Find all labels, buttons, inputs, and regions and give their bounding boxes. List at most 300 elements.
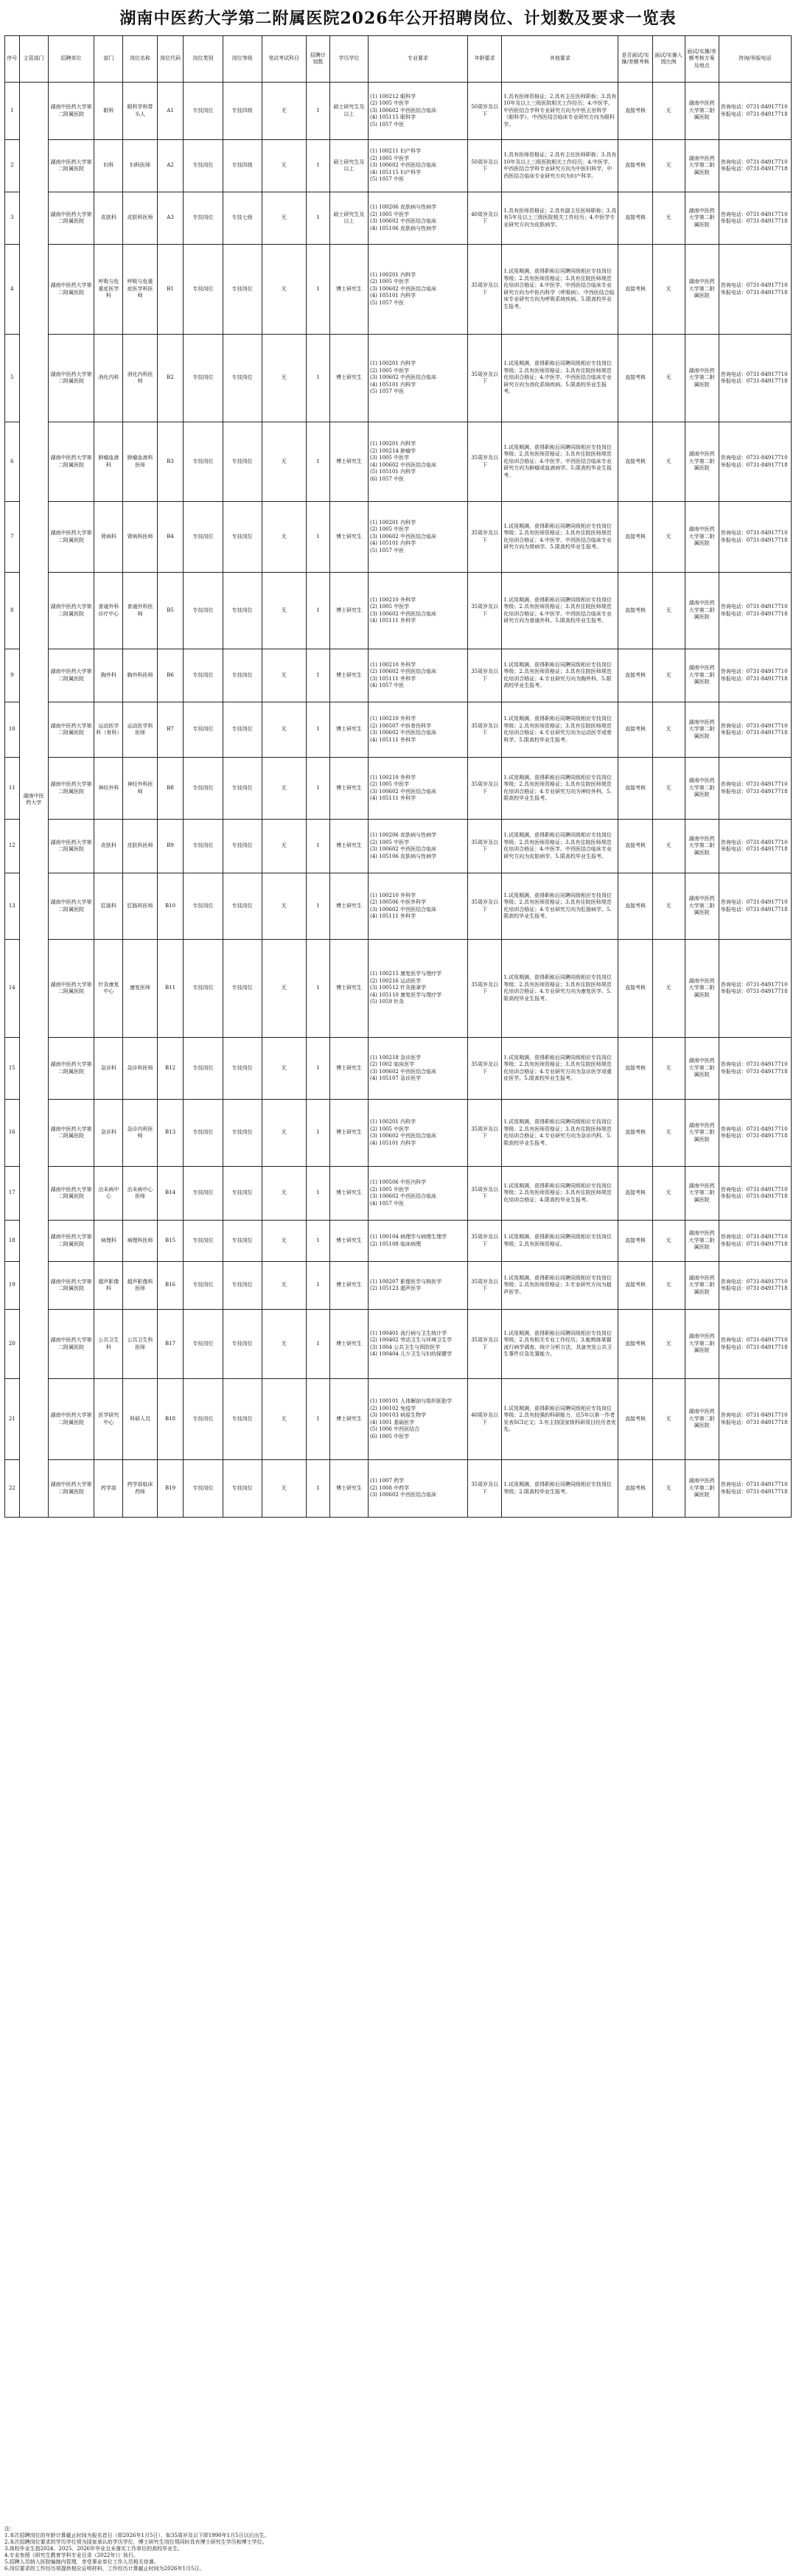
row-number: 18 bbox=[5, 1221, 20, 1262]
table-row bbox=[5, 245, 792, 335]
column-header: 主管部门 bbox=[19, 36, 48, 83]
major-line: (5) 1057 中医 bbox=[370, 299, 405, 306]
exam-subject-cell: 无 bbox=[262, 1038, 306, 1100]
major-line: (4) 1057 中医 bbox=[370, 683, 405, 688]
column-header: 其他要求 bbox=[502, 36, 618, 83]
department-cell: 呼吸与危重症医学科 bbox=[94, 245, 123, 335]
interview-ratio-cell: 无 bbox=[652, 758, 685, 820]
post-name-cell: 肛肠科医师 bbox=[123, 873, 157, 940]
interview-type-cell: 直接考核 bbox=[618, 1038, 652, 1100]
major-line: (2) 1005 中医学 bbox=[370, 211, 410, 217]
post-category-cell: 专技岗位 bbox=[184, 1221, 223, 1262]
assessment-plan-cell: 湖南中医药大学第二附属医院 bbox=[685, 649, 719, 702]
major-line: (4) 1001 基础医学 bbox=[370, 1419, 415, 1425]
hiring-unit-cell: 湖南中医药大学第二附属医院 bbox=[48, 422, 94, 502]
table-row bbox=[5, 1100, 792, 1167]
major-line: (1) 100210 外科学 bbox=[370, 774, 416, 781]
education-cell: 博士研究生 bbox=[330, 649, 369, 702]
table-row bbox=[5, 573, 792, 649]
major-line: (4) 105111 外科学 bbox=[370, 736, 416, 743]
post-name-cell: 病理科医师 bbox=[123, 1221, 157, 1262]
table-row bbox=[5, 1221, 792, 1262]
major-line: (4) 105111 外科学 bbox=[370, 795, 416, 801]
hiring-unit-cell: 湖南中医药大学第二附属医院 bbox=[48, 1100, 94, 1167]
major-line: (2) 100507 中医骨伤科学 bbox=[370, 722, 432, 729]
major-requirement-cell bbox=[369, 1100, 468, 1167]
row-number: 6 bbox=[5, 422, 20, 502]
interview-type-cell: 直接考核 bbox=[618, 83, 652, 140]
post-name-cell: 皮肤科医师 bbox=[123, 192, 157, 245]
contact-phone-cell: 咨询电话：0731-84917710 举报电话：0731-84917718 bbox=[719, 758, 791, 820]
department-cell: 医学研究中心 bbox=[94, 1379, 123, 1460]
assessment-plan-cell: 湖南中医药大学第二附属医院 bbox=[685, 702, 719, 758]
major-line: (3) 100602 中西医结合临床 bbox=[370, 906, 437, 912]
major-line: (1) 100101 人体解剖与组织胚胎学 bbox=[370, 1398, 453, 1404]
other-requirement-cell: 1.具有医师资格证；2.具有主任医师职称；3.具有10年及以上三级医院相关工作经历；4.中医学、中西医结合学科专业研究方向为中医五官科学（眼科学）、中西医结合临床专业研究方向为眼科学。 bbox=[502, 83, 618, 140]
table-row bbox=[5, 1262, 792, 1310]
major-line: (1) 100201 内科学 bbox=[370, 1119, 416, 1125]
plan-number-cell: 1 bbox=[306, 422, 329, 502]
major-line: (1) 100215 康复医学与理疗学 bbox=[370, 971, 442, 977]
note-line: 5.招聘人员纳入医院编制内管理，享受事业单位工作人员相关待遇。 bbox=[4, 2559, 159, 2565]
table-row bbox=[5, 940, 792, 1038]
major-line: (2) 100402 劳动卫生与环境卫生学 bbox=[370, 1337, 453, 1343]
major-line: (4) 105111 外科学 bbox=[370, 913, 416, 919]
row-number: 5 bbox=[5, 335, 20, 422]
post-category-cell: 专技岗位 bbox=[184, 1167, 223, 1221]
post-name-cell: 公共卫生科医师 bbox=[123, 1310, 157, 1379]
post-name-cell: 呼吸与危重症医学科医师 bbox=[123, 245, 157, 335]
education-cell: 博士研究生 bbox=[330, 502, 369, 573]
assessment-plan-cell: 湖南中医药大学第二附属医院 bbox=[685, 192, 719, 245]
hiring-unit-cell: 湖南中医药大学第二附属医院 bbox=[48, 335, 94, 422]
major-line: (1) 100201 内科学 bbox=[370, 360, 416, 367]
major-requirement-cell bbox=[369, 83, 468, 140]
assessment-plan-cell: 湖南中医药大学第二附属医院 bbox=[685, 83, 719, 140]
interview-type-cell: 直接考核 bbox=[618, 702, 652, 758]
row-number: 7 bbox=[5, 502, 20, 573]
interview-type-cell: 直接考核 bbox=[618, 1221, 652, 1262]
interview-ratio-cell: 无 bbox=[652, 573, 685, 649]
department-cell: 药学部 bbox=[94, 1460, 123, 1518]
column-header: 面试/实操入围比例 bbox=[652, 36, 685, 83]
post-level-cell: 专技岗位 bbox=[223, 1262, 262, 1310]
post-level-cell: 专技岗位 bbox=[223, 573, 262, 649]
post-level-cell: 专技七级 bbox=[223, 192, 262, 245]
assessment-plan-cell: 湖南中医药大学第二附属医院 bbox=[685, 940, 719, 1038]
department-cell: 病理科 bbox=[94, 1221, 123, 1262]
post-code-cell: B3 bbox=[157, 422, 184, 502]
table-row bbox=[5, 1038, 792, 1100]
major-line: (3) 100602 中西医结合临床 bbox=[370, 162, 437, 169]
contact-phone-cell: 咨询电话：0731-84917710 举报电话：0731-84917718 bbox=[719, 573, 791, 649]
major-line: (2) 100506 中医外科学 bbox=[370, 899, 427, 905]
plan-number-cell: 1 bbox=[306, 1221, 329, 1262]
age-requirement-cell: 35周岁及以下 bbox=[468, 422, 502, 502]
major-requirement-cell bbox=[369, 1379, 468, 1460]
post-level-cell: 专技岗位 bbox=[223, 1100, 262, 1167]
department-cell: 妇科 bbox=[94, 140, 123, 192]
post-category-cell: 专技岗位 bbox=[184, 573, 223, 649]
plan-number-cell: 1 bbox=[306, 83, 329, 140]
major-line: (4) 105115 妇产科学 bbox=[370, 169, 422, 175]
contact-phone-cell: 咨询电话：0731-84917710 举报电话：0731-84917718 bbox=[719, 1262, 791, 1310]
major-line: (1) 100207 影像医学与核医学 bbox=[370, 1278, 442, 1285]
other-requirement-cell: 1.试用期满，获得职称后同聘同级相应专技岗位等级；2.具有相关专业工作经历；3.能熟练掌握流行病学调查、统计分析方法，具备突发公共卫生事件应急处置能力。 bbox=[502, 1310, 618, 1379]
other-requirement-cell: 1.试用期满，获得职称后同聘同级相应专技岗位等级；2.具有较强的科研能力，近5年以第一作者发表SCI论文；3.有主持国家级科研项目经历者优先。 bbox=[502, 1379, 618, 1460]
education-cell: 博士研究生 bbox=[330, 1221, 369, 1262]
exam-subject-cell: 无 bbox=[262, 573, 306, 649]
table-row bbox=[5, 1379, 792, 1460]
interview-type-cell: 直接考核 bbox=[618, 758, 652, 820]
education-cell: 博士研究生 bbox=[330, 1100, 369, 1167]
education-cell: 博士研究生 bbox=[330, 702, 369, 758]
table-row bbox=[5, 758, 792, 820]
exam-subject-cell: 无 bbox=[262, 245, 306, 335]
post-level-cell: 专技岗位 bbox=[223, 873, 262, 940]
interview-ratio-cell: 无 bbox=[652, 1379, 685, 1460]
post-category-cell: 专技岗位 bbox=[184, 1310, 223, 1379]
major-requirement-cell bbox=[369, 192, 468, 245]
major-line: (6) 1057 中医 bbox=[370, 475, 405, 482]
post-category-cell: 专技岗位 bbox=[184, 1460, 223, 1518]
post-code-cell: B4 bbox=[157, 502, 184, 573]
exam-subject-cell: 无 bbox=[262, 1100, 306, 1167]
major-line: (2) 1005 中医学 bbox=[370, 1125, 410, 1132]
table-row bbox=[5, 1460, 792, 1518]
column-header: 学历学位 bbox=[330, 36, 369, 83]
assessment-plan-cell: 湖南中医药大学第二附属医院 bbox=[685, 140, 719, 192]
education-cell: 硕士研究生及以上 bbox=[330, 140, 369, 192]
education-cell: 博士研究生 bbox=[330, 335, 369, 422]
assessment-plan-cell: 湖南中医药大学第二附属医院 bbox=[685, 1038, 719, 1100]
plan-number-cell: 1 bbox=[306, 1262, 329, 1310]
major-line: (1) 100206 皮肤病与性病学 bbox=[370, 204, 437, 210]
major-line: (1) 100210 外科学 bbox=[370, 661, 416, 668]
major-line: (2) 1005 中医学 bbox=[370, 279, 410, 285]
other-requirement-cell: 1.具有医师资格证；2.具有主任医师职称；3.具有10年及以上三级医院相关工作经历；4.中医学、中西医结合学科专业研究方向为中医妇科学，中西医结合临床专业研究方向为妇产科学。 bbox=[502, 140, 618, 192]
contact-phone-cell: 咨询电话：0731-84917710 举报电话：0731-84917718 bbox=[719, 335, 791, 422]
exam-subject-cell: 无 bbox=[262, 702, 306, 758]
major-line: (6) 1005 中医学 bbox=[370, 1433, 410, 1439]
column-header: 岗位等级 bbox=[223, 36, 262, 83]
other-requirement-cell: 1.试用期满，获得职称后同聘同级相应专技岗位等级；2.具有医师资格证；3.具有住院医师规范化培训合格证；4.中医学、中西医结合临床专业研究方向为消化系统疾病。5.限高校毕业生报考。 bbox=[502, 335, 618, 422]
major-requirement-cell bbox=[369, 422, 468, 502]
department-cell: 公共卫生科 bbox=[94, 1310, 123, 1379]
hiring-unit-cell: 湖南中医药大学第二附属医院 bbox=[48, 702, 94, 758]
hiring-unit-cell: 湖南中医药大学第二附属医院 bbox=[48, 83, 94, 140]
note-line: 2.本次招聘岗位要求的学历学位须为国家承认的学历学位，博士研究生岗位须同时具有博士研究生学历和博士学位。 bbox=[4, 2539, 268, 2545]
post-code-cell: B10 bbox=[157, 873, 184, 940]
other-requirement-cell: 1.试用期满，获得职称后同聘同级相应专技岗位等级；2.具有医师资格证；3.具有住院医师规范化培训合格证；4.专业研究方向为急诊医学或重症医学。5.限高校毕业生报考。 bbox=[502, 1038, 618, 1100]
hiring-unit-cell: 湖南中医药大学第二附属医院 bbox=[48, 502, 94, 573]
age-requirement-cell: 35周岁及以下 bbox=[468, 702, 502, 758]
interview-type-cell: 直接考核 bbox=[618, 1167, 652, 1221]
education-cell: 博士研究生 bbox=[330, 422, 369, 502]
major-requirement-cell bbox=[369, 335, 468, 422]
post-level-cell: 专技岗位 bbox=[223, 1221, 262, 1262]
interview-ratio-cell: 无 bbox=[652, 1038, 685, 1100]
post-level-cell: 专技岗位 bbox=[223, 702, 262, 758]
age-requirement-cell: 35周岁及以下 bbox=[468, 1460, 502, 1518]
table-row bbox=[5, 502, 792, 573]
major-line: (2) 105123 超声医学 bbox=[370, 1285, 422, 1291]
post-code-cell: A1 bbox=[157, 83, 184, 140]
table-row bbox=[5, 1310, 792, 1379]
major-line: (3) 1004 公共卫生与预防医学 bbox=[370, 1344, 441, 1350]
major-requirement-cell bbox=[369, 1038, 468, 1100]
note-line: 3.高校毕业生指2024、2025、2026年毕业且未落实工作单位的高校毕业生。 bbox=[4, 2546, 184, 2552]
hiring-unit-cell: 湖南中医药大学第二附属医院 bbox=[48, 649, 94, 702]
major-line: (4) 100404 儿少卫生与妇幼保健学 bbox=[370, 1351, 453, 1357]
contact-phone-cell: 咨询电话：0731-84917710 举报电话：0731-84917718 bbox=[719, 192, 791, 245]
other-requirement-cell: 1.具有医师资格证；2.具有副主任医师职称；3.具有5年及以上三级医院相关工作经历；4.中医学专业研究方向为皮肤病学。 bbox=[502, 192, 618, 245]
post-category-cell: 专技岗位 bbox=[184, 758, 223, 820]
contact-phone-cell: 咨询电话：0731-84917710 举报电话：0731-84917718 bbox=[719, 1310, 791, 1379]
age-requirement-cell: 35周岁及以下 bbox=[468, 502, 502, 573]
major-requirement-cell bbox=[369, 502, 468, 573]
assessment-plan-cell: 湖南中医药大学第二附属医院 bbox=[685, 573, 719, 649]
exam-subject-cell: 无 bbox=[262, 422, 306, 502]
table-body bbox=[5, 83, 792, 1518]
post-category-cell: 专技岗位 bbox=[184, 649, 223, 702]
contact-phone-cell: 咨询电话：0731-84917710 举报电话：0731-84917718 bbox=[719, 1167, 791, 1221]
age-requirement-cell: 35周岁及以下 bbox=[468, 335, 502, 422]
other-requirement-cell: 1.试用期满，获得职称后同聘同级相应专技岗位等级；2.具有医师资格证；3.具有住院医师规范化培训合格证；4.中医学、中西医结合临床专业研究方向为中医内科学（呼吸病）、中西医结合临床专业研究方向为呼吸系统疾病。5.限高校毕业生报考。 bbox=[502, 245, 618, 335]
department-cell: 胸外科 bbox=[94, 649, 123, 702]
exam-subject-cell: 无 bbox=[262, 83, 306, 140]
interview-ratio-cell: 无 bbox=[652, 1460, 685, 1518]
major-requirement-cell bbox=[369, 873, 468, 940]
assessment-plan-cell: 湖南中医药大学第二附属医院 bbox=[685, 820, 719, 873]
column-header: 招聘单位 bbox=[48, 36, 94, 83]
department-cell: 皮肤科 bbox=[94, 820, 123, 873]
row-number: 19 bbox=[5, 1262, 20, 1310]
department-cell: 肿瘤血液科 bbox=[94, 422, 123, 502]
major-line: (2) 1008 中药学 bbox=[370, 1484, 410, 1491]
post-code-cell: B18 bbox=[157, 1379, 184, 1460]
plan-number-cell: 1 bbox=[306, 1038, 329, 1100]
row-number: 2 bbox=[5, 140, 20, 192]
major-line: (1) 100401 流行病与卫生统计学 bbox=[370, 1330, 447, 1336]
other-requirement-cell: 1.试用期满，获得职称后同聘同级相应专技岗位等级；2.具有医师资格证；3.具有住院医师规范化培训合格证；4.专业研究方向为运动医学或骨科学。5.限高校毕业生报考。 bbox=[502, 702, 618, 758]
column-header: 专业要求 bbox=[369, 36, 468, 83]
assessment-plan-cell: 湖南中医药大学第二附属医院 bbox=[685, 1310, 719, 1379]
post-category-cell: 专技岗位 bbox=[184, 1038, 223, 1100]
post-level-cell: 专技岗位 bbox=[223, 245, 262, 335]
interview-ratio-cell: 无 bbox=[652, 1221, 685, 1262]
table-row bbox=[5, 1167, 792, 1221]
major-line: (3) 100602 中西医结合临床 bbox=[370, 846, 437, 852]
post-code-cell: B19 bbox=[157, 1460, 184, 1518]
major-requirement-cell bbox=[369, 649, 468, 702]
plan-number-cell: 1 bbox=[306, 702, 329, 758]
other-requirement-cell: 1.试用期满，获得职称后同聘同级相应专技岗位等级；2.具有医师资格证；3.具有住院医师规范化培训合格证；4.中医学、中西医结合临床专业研究方向为皮肤病学。5.限高校毕业生报考。 bbox=[502, 820, 618, 873]
post-name-cell: 妇科医师 bbox=[123, 140, 157, 192]
plan-number-cell: 1 bbox=[306, 335, 329, 422]
major-line: (2) 105108 临床病理 bbox=[370, 1240, 422, 1247]
exam-subject-cell: 无 bbox=[262, 335, 306, 422]
education-cell: 博士研究生 bbox=[330, 573, 369, 649]
assessment-plan-cell: 湖南中医药大学第二附属医院 bbox=[685, 335, 719, 422]
post-code-cell: B16 bbox=[157, 1262, 184, 1310]
major-line: (3) 100602 中西医结合临床 bbox=[370, 1492, 437, 1498]
plan-number-cell: 1 bbox=[306, 649, 329, 702]
post-category-cell: 专技岗位 bbox=[184, 140, 223, 192]
other-requirement-cell: 1.试用期满，获得职称后同聘同级相应专技岗位等级；2.限高校毕业生报考。 bbox=[502, 1460, 618, 1518]
major-line: (1) 100201 内科学 bbox=[370, 441, 416, 447]
major-requirement-cell bbox=[369, 1460, 468, 1518]
hiring-unit-cell: 湖南中医药大学第二附属医院 bbox=[48, 1038, 94, 1100]
exam-subject-cell: 无 bbox=[262, 940, 306, 1038]
post-name-cell: 胸外科医师 bbox=[123, 649, 157, 702]
age-requirement-cell: 40周岁及以下 bbox=[468, 192, 502, 245]
major-line: (4) 105106 皮肤病与性病学 bbox=[370, 853, 437, 859]
major-line: (3) 1005 中医学 bbox=[370, 455, 410, 461]
column-header: 咨询/举报电话 bbox=[719, 36, 791, 83]
major-line: (1) 100211 妇产科学 bbox=[370, 148, 422, 155]
major-line: (2) 1005 中医学 bbox=[370, 604, 410, 610]
post-name-cell: 皮肤科医师 bbox=[123, 820, 157, 873]
interview-type-cell: 直接考核 bbox=[618, 1460, 652, 1518]
post-level-cell: 专技岗位 bbox=[223, 649, 262, 702]
interview-ratio-cell: 无 bbox=[652, 820, 685, 873]
table-row bbox=[5, 702, 792, 758]
other-requirement-cell: 1.试用期满，获得职称后同聘同级相应专技岗位等级；2.具有医师资格证；3.具有住院医师规范化培训合格证；4.专业研究方向为肛肠病学。5.限高校毕业生报考。 bbox=[502, 873, 618, 940]
table-row bbox=[5, 873, 792, 940]
other-requirement-cell: 1.试用期满，获得职称后同聘同级相应专技岗位等级；2.具有医师资格证；3.具有住院医师规范化培训合格证；4.中医学、中西医结合临床专业研究方向为肾病学。5.限高校毕业生报考。 bbox=[502, 502, 618, 573]
major-requirement-cell bbox=[369, 245, 468, 335]
major-line: (1) 100104 病理学与病理生理学 bbox=[370, 1234, 447, 1240]
exam-subject-cell: 无 bbox=[262, 1379, 306, 1460]
exam-subject-cell: 无 bbox=[262, 1460, 306, 1518]
contact-phone-cell: 咨询电话：0731-84917710 举报电话：0731-84917718 bbox=[719, 873, 791, 940]
major-line: (4) 105101 内科学 bbox=[370, 540, 416, 547]
age-requirement-cell: 35周岁及以下 bbox=[468, 1310, 502, 1379]
major-requirement-cell bbox=[369, 1262, 468, 1310]
major-requirement-cell bbox=[369, 758, 468, 820]
contact-phone-cell: 咨询电话：0731-84917710 举报电话：0731-84917718 bbox=[719, 1100, 791, 1167]
age-requirement-cell: 35周岁及以下 bbox=[468, 245, 502, 335]
post-category-cell: 专技岗位 bbox=[184, 702, 223, 758]
education-cell: 硕士研究生及以上 bbox=[330, 192, 369, 245]
exam-subject-cell: 无 bbox=[262, 140, 306, 192]
major-line: (4) 105101 内科学 bbox=[370, 381, 416, 388]
post-name-cell: 眼科学科带头人 bbox=[123, 83, 157, 140]
department-cell: 眼科 bbox=[94, 83, 123, 140]
interview-ratio-cell: 无 bbox=[652, 192, 685, 245]
assessment-plan-cell: 湖南中医药大学第二附属医院 bbox=[685, 1379, 719, 1460]
contact-phone-cell: 咨询电话：0731-84917710 举报电话：0731-84917718 bbox=[719, 502, 791, 573]
department-cell: 运动医学科（骨科） bbox=[94, 702, 123, 758]
education-cell: 博士研究生 bbox=[330, 1167, 369, 1221]
post-code-cell: B13 bbox=[157, 1100, 184, 1167]
interview-type-cell: 直接考核 bbox=[618, 422, 652, 502]
post-category-cell: 专技岗位 bbox=[184, 873, 223, 940]
exam-subject-cell: 无 bbox=[262, 1221, 306, 1262]
major-line: (4) 105101 内科学 bbox=[370, 1139, 416, 1146]
row-number: 14 bbox=[5, 940, 20, 1038]
interview-type-cell: 直接考核 bbox=[618, 502, 652, 573]
post-code-cell: B1 bbox=[157, 245, 184, 335]
post-code-cell: B14 bbox=[157, 1167, 184, 1221]
row-number: 20 bbox=[5, 1310, 20, 1379]
major-line: (3) 100103 病原生物学 bbox=[370, 1412, 427, 1418]
major-line: (5) 1057 中医 bbox=[370, 176, 405, 183]
major-line: (2) 100102 免疫学 bbox=[370, 1405, 416, 1411]
post-name-cell: 运动医学科医师 bbox=[123, 702, 157, 758]
post-name-cell: 消化内科医师 bbox=[123, 335, 157, 422]
plan-number-cell: 1 bbox=[306, 1379, 329, 1460]
post-category-cell: 专技岗位 bbox=[184, 820, 223, 873]
major-line: (5) 105101 内科学 bbox=[370, 469, 416, 475]
table-row bbox=[5, 649, 792, 702]
major-line: (2) 1002 临床医学 bbox=[370, 1061, 415, 1067]
age-requirement-cell: 50周岁及以下 bbox=[468, 140, 502, 192]
contact-phone-cell: 咨询电话：0731-84917710 举报电话：0731-84917718 bbox=[719, 940, 791, 1038]
major-line: (3) 100602 中西医结合临床 bbox=[370, 533, 437, 540]
education-cell: 博士研究生 bbox=[330, 1038, 369, 1100]
post-name-cell: 普通外科医师 bbox=[123, 573, 157, 649]
other-requirement-cell: 1.试用期满，获得职称后同聘同级相应专技岗位等级；2.具有医师资格证；3.具有住院医师规范化培训合格证；4.中医学、中西医结合临床专业研究方向为普通外科。5.限高校毕业生报考。 bbox=[502, 573, 618, 649]
education-cell: 硕士研究生及以上 bbox=[330, 83, 369, 140]
department-cell: 皮肤科 bbox=[94, 192, 123, 245]
exam-subject-cell: 无 bbox=[262, 1167, 306, 1221]
post-code-cell: B9 bbox=[157, 820, 184, 873]
major-line: (3) 100602 中西医结合临床 bbox=[370, 1068, 437, 1075]
post-level-cell: 专技岗位 bbox=[223, 1460, 262, 1518]
major-line: (5) 1006 中西医结合 bbox=[370, 1426, 420, 1432]
interview-ratio-cell: 无 bbox=[652, 1167, 685, 1221]
post-code-cell: B8 bbox=[157, 758, 184, 820]
exam-subject-cell: 无 bbox=[262, 1262, 306, 1310]
post-level-cell: 专技四级 bbox=[223, 140, 262, 192]
row-number: 13 bbox=[5, 873, 20, 940]
exam-subject-cell: 无 bbox=[262, 1310, 306, 1379]
major-line: (2) 100214 肿瘤学 bbox=[370, 447, 416, 454]
hiring-unit-cell: 湖南中医药大学第二附属医院 bbox=[48, 1221, 94, 1262]
other-requirement-cell: 1.试用期满，获得职称后同聘同级相应专技岗位等级；2.具有医师资格证；3.具有住院医师规范化培训合格证；4.专业研究方向为康复医学。5.限高校毕业生报考。 bbox=[502, 940, 618, 1038]
major-line: (2) 1005 中医学 bbox=[370, 526, 410, 533]
major-line: (2) 1005 中医学 bbox=[370, 781, 410, 787]
major-line: (4) 105110 康复医学与理疗学 bbox=[370, 991, 442, 998]
interview-type-cell: 直接考核 bbox=[618, 1310, 652, 1379]
interview-ratio-cell: 无 bbox=[652, 502, 685, 573]
interview-ratio-cell: 无 bbox=[652, 1262, 685, 1310]
page-title: 湖南中医药大学第二附属医院2026年公开招聘岗位、计划数及要求一览表 bbox=[119, 9, 677, 28]
department-cell: 神经外科 bbox=[94, 758, 123, 820]
post-category-cell: 专技岗位 bbox=[184, 1100, 223, 1167]
post-code-cell: B6 bbox=[157, 649, 184, 702]
major-requirement-cell bbox=[369, 820, 468, 873]
interview-ratio-cell: 无 bbox=[652, 335, 685, 422]
post-category-cell: 专技岗位 bbox=[184, 422, 223, 502]
department-cell: 针灸康复中心 bbox=[94, 940, 123, 1038]
hiring-unit-cell: 湖南中医药大学第二附属医院 bbox=[48, 192, 94, 245]
column-header: 部门 bbox=[94, 36, 123, 83]
other-requirement-cell: 1.试用期满，获得职称后同聘同级相应专技岗位等级；2.具有医师资格证；3.具有住院医师规范化培训合格证；4.专业研究方向为胸外科。5.限高校毕业生报考。 bbox=[502, 649, 618, 702]
hiring-unit-cell: 湖南中医药大学第二附属医院 bbox=[48, 1167, 94, 1221]
major-line: (1) 100210 外科学 bbox=[370, 716, 416, 722]
column-header: 是否面试/实操/差额考核 bbox=[618, 36, 652, 83]
post-code-cell: B5 bbox=[157, 573, 184, 649]
main-unit-cell: 湖南中医药大学 bbox=[19, 83, 48, 1518]
note-line: 6.岗位要求的工作经历须提供相应证明材料，工作经历计算截止时间为2026年1月5日。 bbox=[4, 2566, 205, 2572]
interview-ratio-cell: 无 bbox=[652, 940, 685, 1038]
major-line: (3) 100602 中西医结合临床 bbox=[370, 610, 437, 617]
interview-type-cell: 直接考核 bbox=[618, 245, 652, 335]
post-name-cell: 肾病科医师 bbox=[123, 502, 157, 573]
